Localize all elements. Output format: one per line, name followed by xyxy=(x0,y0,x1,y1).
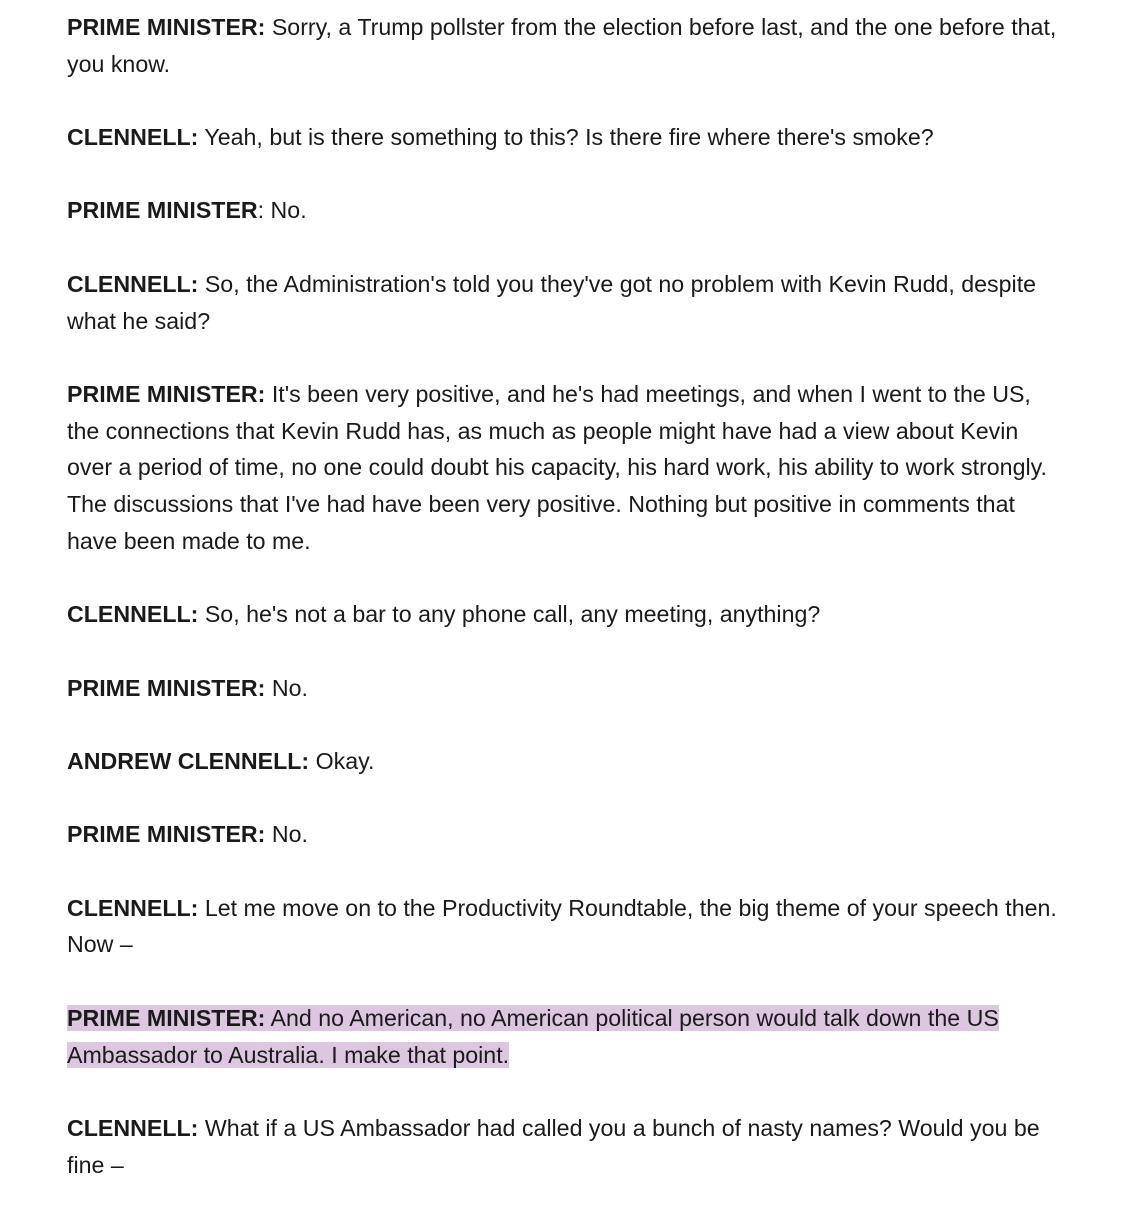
paragraph-content xyxy=(67,675,308,701)
speaker-label: CLENNELL: xyxy=(67,601,199,628)
speech-text: No. xyxy=(265,821,308,848)
paragraph-content xyxy=(67,1115,1040,1178)
speaker-label: PRIME MINISTER: xyxy=(67,380,266,407)
transcript-paragraph xyxy=(67,816,1067,853)
speaker-label: CLENNELL: xyxy=(67,270,199,297)
speech-text: It's been very positive, and he's had meetings, and when I went to the US, the connections that Kevin Rudd has, as much as people might have had a view about Kevin over a period of time, no one could doubt his capacity, his hard work, his ability to work strongly. The discussions that I've had have been very positive. Nothing but positive in comments that have been made to me. xyxy=(67,380,1047,554)
paragraph-content xyxy=(67,895,1057,958)
paragraph-content xyxy=(67,381,1047,554)
paragraph-content xyxy=(67,1005,999,1068)
speaker-label: PRIME MINISTER: xyxy=(67,1004,266,1031)
speech-text: So, he's not a bar to any phone call, any meeting, anything? xyxy=(198,601,821,628)
paragraph-content xyxy=(67,197,307,223)
speech-text: No. xyxy=(265,674,308,701)
transcript-paragraph xyxy=(67,9,1067,82)
transcript-paragraph xyxy=(67,376,1067,560)
speaker-label: CLENNELL: xyxy=(67,124,199,151)
speaker-label: PRIME MINISTER: xyxy=(67,674,266,701)
speaker-label: PRIME MINISTER: xyxy=(67,14,266,40)
speaker-label: ANDREW CLENNELL: xyxy=(67,747,310,774)
paragraph-content xyxy=(67,124,934,150)
speech-text: : No. xyxy=(257,197,307,224)
speech-text: What if a US Ambassador had called you a bunch of nasty names? Would you be fine – xyxy=(67,1114,1040,1178)
transcript-paragraph xyxy=(67,1110,1067,1183)
transcript-paragraph xyxy=(67,743,1067,780)
speaker-label: CLENNELL: xyxy=(67,1114,199,1141)
transcript-paragraph xyxy=(67,119,1067,156)
transcript-paragraph xyxy=(67,890,1067,963)
speech-text: And no American, no American political person would talk down the US Ambassador to Australia. I make that point. xyxy=(67,1004,999,1068)
transcript-paragraph xyxy=(67,670,1067,707)
speaker-label: PRIME MINISTER xyxy=(67,197,258,224)
speech-text: Let me move on to the Productivity Roundtable, the big theme of your speech then. Now – xyxy=(67,894,1057,958)
paragraph-content xyxy=(67,271,1036,334)
paragraph-content xyxy=(67,748,374,774)
speech-text: Okay. xyxy=(309,747,375,774)
paragraph-content xyxy=(67,14,1056,77)
highlighted-transcript-paragraph xyxy=(67,1000,1067,1073)
transcript-paragraph xyxy=(67,192,1067,229)
paragraph-content xyxy=(67,601,820,627)
speech-text: Sorry, a Trump pollster from the election before last, and the one before that, you know. xyxy=(67,14,1057,77)
paragraph-content xyxy=(67,821,308,847)
speaker-label: PRIME MINISTER: xyxy=(67,821,266,848)
transcript-paragraph xyxy=(67,596,1067,633)
speech-text: Yeah, but is there something to this? Is there fire where there's smoke? xyxy=(198,124,934,151)
speech-text: So, the Administration's told you they've got no problem with Kevin Rudd, despite what he said? xyxy=(67,270,1037,334)
speaker-label: CLENNELL: xyxy=(67,894,199,921)
transcript-paragraph xyxy=(67,266,1067,339)
transcript-document xyxy=(67,9,1067,1220)
